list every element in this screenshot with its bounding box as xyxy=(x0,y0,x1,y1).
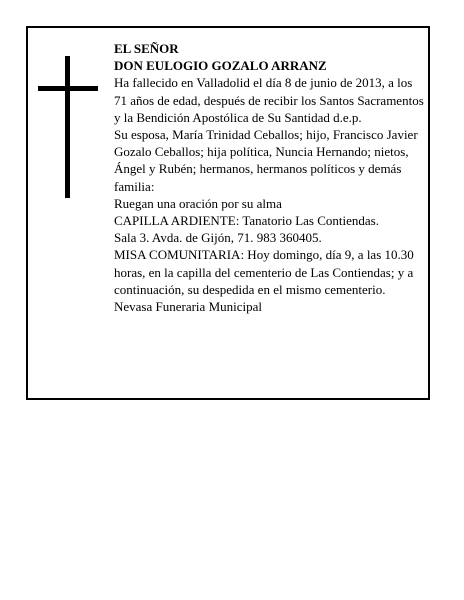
death-announcement: Ha fallecido en Valladolid el día 8 de junio de 2013, a los 71 años de edad, después de recibir los Santos Sacramentos y la Bendición Apostólica de Su Santidad d.e.p. xyxy=(114,75,424,125)
obituary-notice xyxy=(26,26,430,400)
chapel-info: CAPILLA ARDIENTE: Tanatorio Las Contiendas. xyxy=(114,213,379,229)
heading-title: EL SEÑOR xyxy=(114,41,179,56)
chapel-address: Sala 3. Avda. de Gijón, 71. 983 360405. xyxy=(114,230,322,246)
notice-text xyxy=(114,40,424,315)
family-list: Su esposa, María Trinidad Ceballos; hijo, Francisco Javier Gozalo Ceballos; hija política, Nuncia Hernando; nietos, Ángel y Rubén; hermanos, hermanos políticos y demás familia: xyxy=(114,127,418,194)
deceased-name: DON EULOGIO GOZALO ARRANZ xyxy=(114,58,327,74)
funeral-home: Nevasa Funeraria Municipal xyxy=(114,299,263,315)
cross-icon xyxy=(38,56,98,198)
prayer-request: Ruegan una oración por su alma xyxy=(114,195,282,211)
cross-horizontal-bar xyxy=(38,86,98,91)
mass-info: MISA COMUNITARIA: Hoy domingo, día 9, a las 10.30 horas, en la capilla del cementerio de Las Contiendas; y a continuación, su despedida en el mismo cementerio. xyxy=(114,247,414,297)
cross-vertical-bar xyxy=(65,56,70,198)
